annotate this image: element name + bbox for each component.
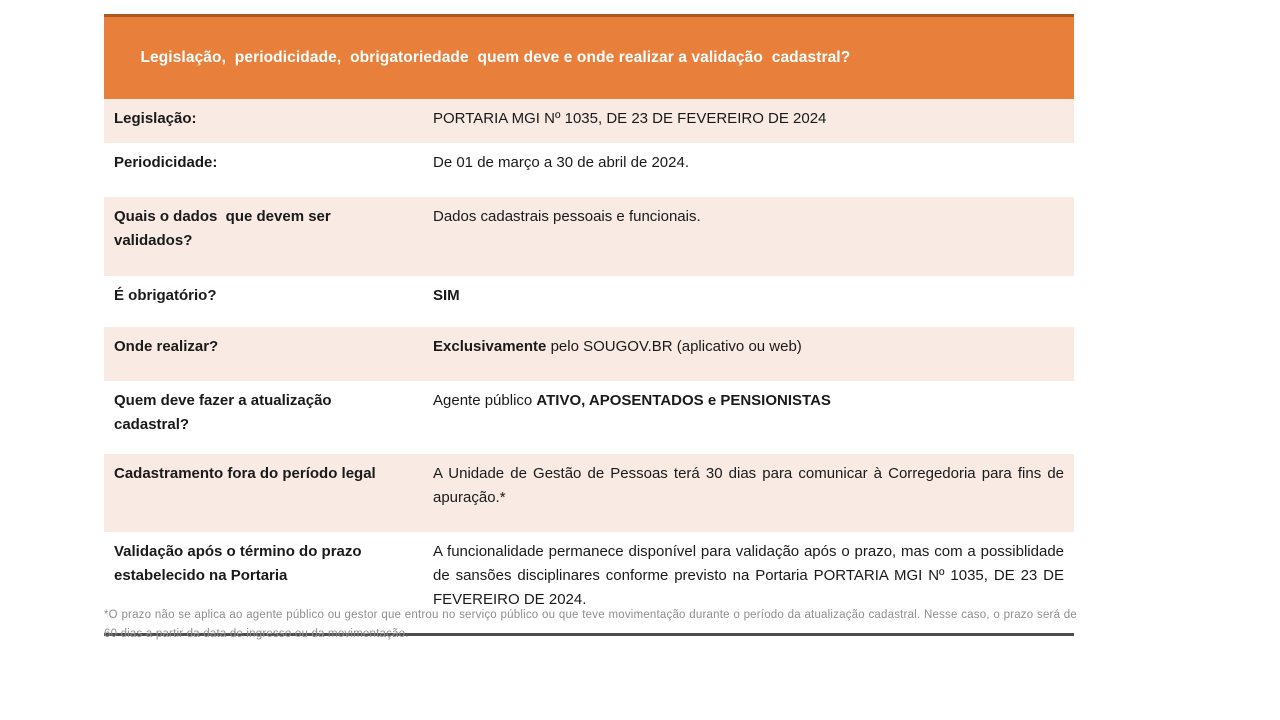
row-value-text: De 01 de março a 30 de abril de 2024.	[433, 154, 690, 171]
row-value-text: A funcionalidade permanece disponível para validação após o prazo, mas com a possiblidade de sansões disciplinares conforme previsto na Portaria PORTARIA MGI Nº 1035, DE 23 DE FEVEREIRO DE 2024.	[433, 543, 1064, 608]
row-value-bold-text: SIM	[433, 287, 460, 304]
table-row	[104, 197, 1074, 276]
row-value	[433, 99, 1074, 143]
table-row	[104, 454, 1074, 532]
row-label: Cadastramento fora do período legal	[114, 465, 376, 482]
row-label: É obrigatório?	[114, 287, 217, 304]
row-value	[433, 143, 1074, 197]
table-row	[104, 276, 1074, 327]
row-value-text: pelo SOUGOV.BR (aplicativo ou web)	[546, 338, 802, 355]
row-label: Periodicidade:	[114, 154, 218, 171]
row-value-text: A Unidade de Gestão de Pessoas terá 30 dias para comunicar à Corregedoria para fins de apuração.*	[433, 465, 1064, 506]
row-value-bold-text: ATIVO, APOSENTADOS e PENSIONISTAS	[536, 392, 831, 409]
row-value-bold-text: Exclusivamente	[433, 338, 547, 355]
row-label: Validação após o término do prazo estabelecido na Portaria	[114, 543, 366, 584]
row-value	[433, 327, 1074, 381]
row-label: Quais o dados que devem ser validados?	[114, 208, 335, 249]
row-value	[433, 197, 1074, 276]
table-row	[104, 143, 1074, 197]
table-header	[104, 14, 1074, 99]
table-row	[104, 327, 1074, 381]
row-label: Legislação:	[114, 110, 197, 127]
table-title: Legislação, periodicidade, obrigatoriedade quem deve e onde realizar a validação cadastral?	[140, 49, 851, 66]
row-value-text: Dados cadastrais pessoais e funcionais.	[433, 208, 701, 225]
row-value	[433, 454, 1074, 532]
row-value-text: PORTARIA MGI Nº 1035, DE 23 DE FEVEREIRO DE 2024	[433, 110, 827, 127]
row-value-text: Agente público	[433, 392, 537, 409]
table-body	[104, 99, 1074, 633]
footnote: *O prazo não se aplica ao agente público ou gestor que entrou no serviço público ou que teve movimentação durante o período da atualização cadastral. Nesse caso, o prazo será de 60 dias a partir da data de ingresso ou da movimentação.	[104, 609, 1077, 640]
row-label: Onde realizar?	[114, 338, 219, 355]
row-label: Quem deve fazer a atualização cadastral?	[114, 392, 336, 433]
row-value	[433, 276, 1074, 327]
info-table	[104, 14, 1074, 636]
table-row	[104, 381, 1074, 454]
table-row	[104, 99, 1074, 143]
row-value	[433, 381, 1074, 454]
